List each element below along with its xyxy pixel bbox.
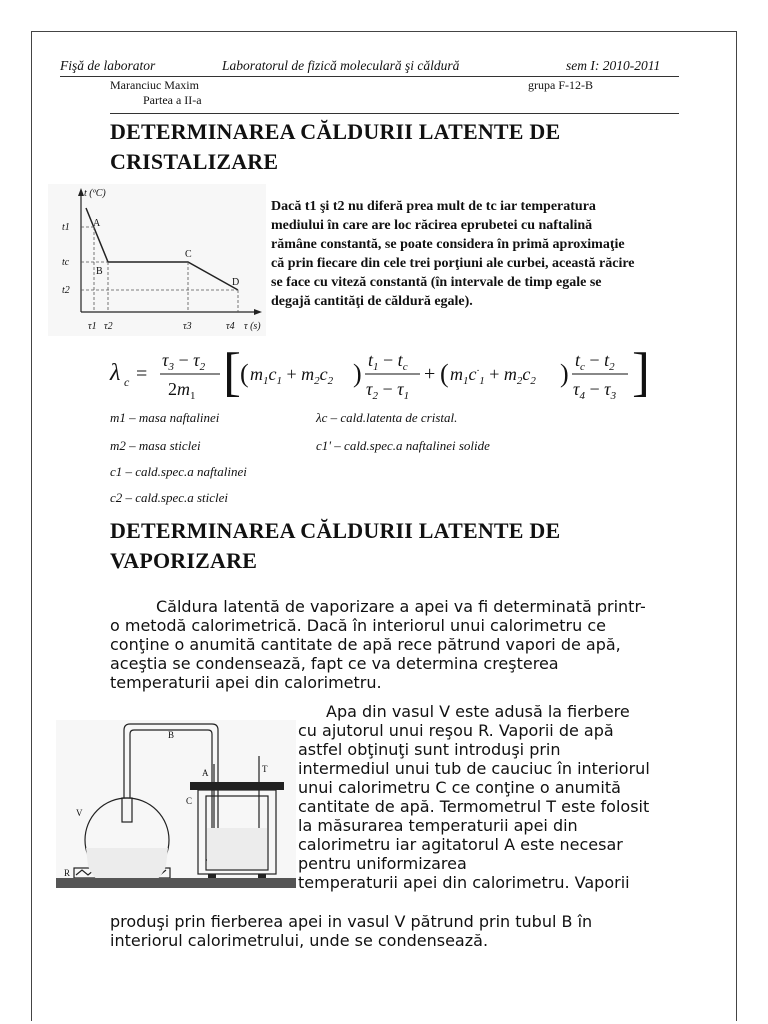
para-line: mediului în care are loc răcirea eprubetei cu naftalină [271,218,593,233]
subheader-rule [110,113,679,114]
point-label-b: B [96,266,103,277]
svg-text:): ) [353,359,362,388]
section2-title-line1: DETERMINAREA CĂLDURII LATENTE DE [110,518,561,543]
bench [56,878,296,888]
author: Maranciuc Maxim [110,78,199,92]
svg-text:+: + [424,363,436,385]
legend-c1p: c1' – cald.spec.a naftalinei solide [316,438,490,453]
para-line: pentru uniformizarea [298,854,467,873]
section1-title-line1: DETERMINAREA CĂLDURII LATENTE DE [110,119,561,144]
svg-text:tc − t2: $t_c - t_2$ [575,350,615,373]
svg-text:): ) [560,359,569,388]
y-tick-t1: t1 [62,222,70,233]
legend-lambda: λc – cald.latenta de cristal. [316,410,458,425]
svg-text:2m1: $2m_1$ [168,379,196,402]
calorimeter-water [207,828,267,869]
para-line: unui calorimetru C ce conţine o anumită [298,778,621,797]
para-line: produşi prin fierberea apei in vasul V pătrund prin tubul B în [110,912,593,931]
section2-paragraph3 [110,912,730,950]
legend-c2: c2 – cald.spec.a sticlei [110,490,229,505]
legend-m1: m1 – masa naftalinei [110,410,220,425]
label-v: V [76,808,83,818]
part-label: Partea a II-a [143,93,202,107]
label-c: C [186,796,193,806]
svg-text:(: ( [440,359,449,388]
calorimeter-apparatus-diagram [56,720,296,888]
label-b: B [168,730,175,740]
para-line: temperaturii apei din calorimetru. Vaporii [298,873,630,892]
label-t: T [262,764,268,774]
y-tick-t2: t2 [62,285,70,296]
para-line: temperaturii apei din calorimetru. [110,673,382,692]
section2-paragraph2 [298,702,728,892]
para-line: conţine o anumită cantitate de apă rece pătrund vapori de apă, [110,635,621,654]
group: grupa F-12-B [528,78,593,92]
y-axis-label: t (ºC) [84,188,106,199]
section1-title-line2: CRISTALIZARE [110,149,279,174]
latent-heat-formula [108,342,708,406]
para-line: la măsurarea temperaturii apei din [298,816,578,835]
svg-text:]: ] [632,342,650,402]
para-line: se face cu viteză constantă (în intervale de timp egale se [271,275,602,290]
y-tick-tc: tc [62,257,70,268]
point-label-a: A [93,218,101,229]
header-rule [60,76,679,77]
para-line: Dacă t1 şi t2 nu diferă prea mult de tc iar temperatura [271,199,596,214]
calorimeter-lid [190,782,284,790]
svg-text:τ4 − τ3: $\tau_4 - \tau_3$ [573,379,617,402]
para-line: interiorul calorimetrului, unde se condensează. [110,931,489,950]
para-line: cantitate de apă. Termometrul T este folosit [298,797,650,816]
label-r: R [64,868,71,878]
cooling-curve-graph [48,184,266,336]
section2-title-line2: VAPORIZARE [110,548,258,573]
svg-text:[: [ [223,342,241,402]
para-line: cu ajutorul unui reşou R. Vaporii de apă [298,721,614,740]
para-line: astfel obţinuţi sunt introduşi prin [298,740,561,759]
svg-text:τ3 − τ2: $\tau_3 - \tau_2$ [162,350,206,373]
section2-paragraph1 [110,597,730,692]
legend-m2: m2 – masa sticlei [110,438,201,453]
flask-neck [122,798,132,822]
svg-text:c: c [124,375,130,389]
svg-text:m1c·1 + m2c2: $m_1c^\cdot_1 + m_2c_2$ [450,364,536,387]
svg-text:λ: λ [110,360,121,386]
para-line: degajă cantităţi de căldură egale). [271,294,473,309]
para-line: Căldura latentă de vaporizare a apei va fi determinată printr- [156,597,646,616]
para-line: rămâne constantă, se poate considera în primă aproximaţie [271,237,625,252]
point-label-d: D [232,277,240,288]
para-line: calorimetru iar agitatorul A este necesar [298,835,623,854]
label-a: A [202,768,209,778]
para-line: aceştia se condensează, fapt ce va determina creşterea [110,654,559,673]
para-line: o metodă calorimetrică. Dacă în interiorul unui calorimetru ce [110,616,606,635]
x-tick-tau3: τ3 [183,321,192,332]
para-line: intermediul unui tub de cauciuc în interiorul [298,759,650,778]
svg-text:t1 − tc: $t_1 - t_c$ [368,350,408,373]
para-line: că prin fiecare din cele trei porţiuni ale curbei, această răcire [271,256,635,271]
para-line: Apa din vasul V este adusă la fierbere [326,702,630,721]
legend-c1: c1 – cald.spec.a naftalinei [110,464,247,479]
x-tick-tau1: τ1 [88,321,97,332]
header-center: Laboratorul de fizică moleculară şi căldură [222,58,460,73]
x-tick-tau2: τ2 [104,321,113,332]
svg-text:m1c1 + m2c2: $m_1c_1 + m_2c_2$ [250,364,334,387]
header-left: Fişă de laborator [60,58,156,73]
header-right: sem I: 2010-2011 [566,58,661,73]
section1-paragraph [271,197,711,311]
svg-text:(: ( [240,359,249,388]
x-axis-label: τ (s) [244,321,261,332]
svg-text:τ2 − τ1: $\tau_2 - \tau_1$ [366,379,410,402]
x-tick-tau4: τ4 [226,321,235,332]
point-label-c: C [185,249,192,260]
svg-text:=: = [136,363,148,385]
